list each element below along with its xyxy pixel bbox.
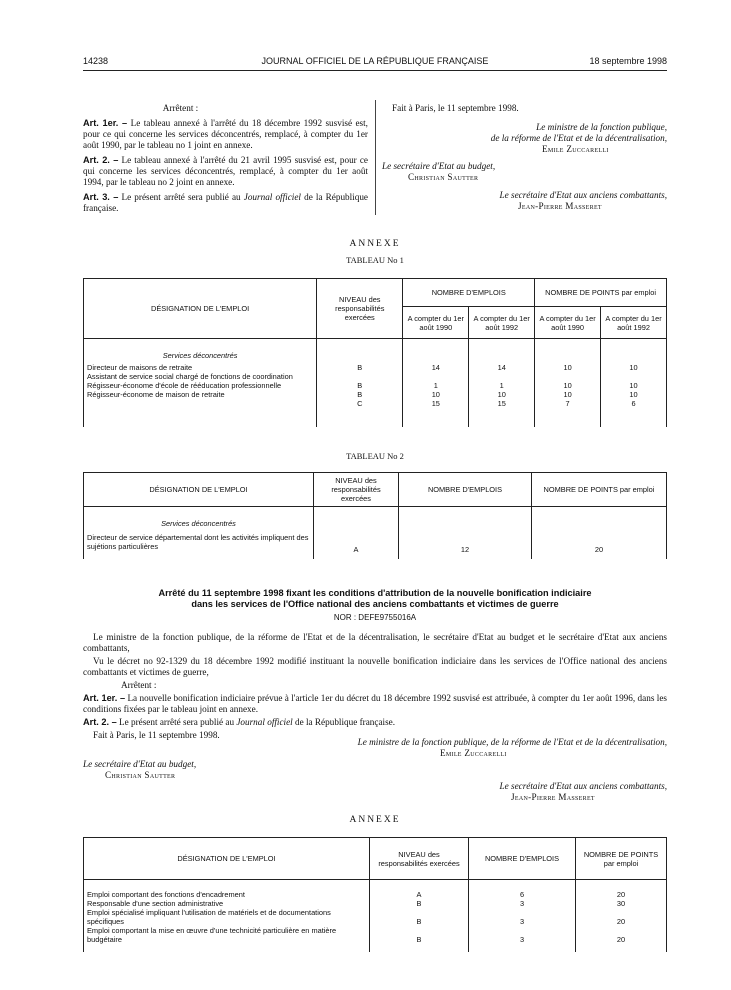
points-1990-cell: 10 10 10 7 [535,339,601,427]
points-cell: 20 [532,507,667,559]
right-column [382,103,667,212]
arretent-label: Arrêtent : [162,103,199,113]
subheader-emplois-1992: A compter du 1er août 1992 [469,307,535,339]
signatory-budget-title: Le secrétaire d'Etat au budget, [83,759,197,769]
table-row: Emploi spécialisé impliquant l'utilisation de matériels et de documentations spécifiques [87,908,331,926]
table-row: Emploi comportant la mise en œuvre d'une technicité particulière en matière budgétaire [87,926,337,944]
table-row: Responsable d'une section administrative [87,899,224,908]
signatory-ac-title: Le secrétaire d'Etat aux anciens combattants, [499,190,667,200]
emplois-1992-cell: 14 1 10 15 [469,339,535,427]
signatory-budget-name: Christian Sautter [105,770,176,780]
subheader-points-1992: A compter du 1er août 1992 [601,307,667,339]
page-number: 14238 [83,56,109,66]
article-2: Art. 2. – Le tableau annexé à l'arrêté du 21 avril 1995 susvisé est, pour ce qui concerne les services déconcentrés, remplacé, à compter du 1er août 1994, par le tableau no 2 joint en annexe. [83,155,368,187]
journal-title: JOURNAL OFFICIEL DE LA RÉPUBLIQUE FRANÇAISE [261,56,489,66]
signatory-ministre-title: Le ministre de la fonction publique, [536,122,667,132]
designation-cell [84,339,317,427]
table-row: Emploi comportant des fonctions d'encadrement [87,890,245,899]
article-2: Art. 2. – Le présent arrêté sera publié au Journal officiel de la République française. [83,717,396,727]
col-header-designation: DÉSIGNATION DE L'EMPLOI [84,473,314,507]
left-column [83,103,368,218]
col-header-points: NOMBRE DE POINTS par emploi [532,473,667,507]
tableau-1 [83,278,667,427]
signatory-budget-title: Le secrétaire d'Etat au budget, [382,161,496,171]
arrete-body [83,632,667,743]
visa: Vu le décret no 92-1329 du 18 décembre 1992 modifié instituant la nouvelle bonification indiciaire dans les services de l'Office national des anciens combattants et victimes de guerre, [83,656,667,677]
article-1: Art. 1er. – Le tableau annexé à l'arrêté du 18 décembre 1992 susvisé est, pour ce qui concerne les services déconcentrés, remplacé, à compter du 1er août 1990, par le tableau no 1 joint en annexe. [83,118,368,150]
preamble: Le ministre de la fonction publique, de la réforme de l'Etat et de la décentralisation, le secrétaire d'Etat au budget et le secrétaire d'Etat aux anciens combattants, [83,632,667,653]
table-row: Régisseur-économe de maison de retraite [87,390,225,399]
header-date: 18 septembre 1998 [589,56,667,66]
niveau-cell: A [314,507,399,559]
nor-reference: NOR : DEFE9755016A [333,613,417,622]
article-1: Art. 1er. – La nouvelle bonification indiciaire prévue à l'article 1er du décret du 18 décembre 1992 susvisé est attribuée, à compter du 1er août 1996, dans les conditions fixées par le tableau joint en annexe. [83,693,667,714]
emplois-1990-cell: 14 1 10 15 [403,339,469,427]
points-1992-cell: 10 10 10 6 [601,339,667,427]
signatory-budget-name: Christian Sautter [408,172,479,182]
points-cell: 20 30 20 20 [576,880,667,952]
signatory-ac-title: Le secrétaire d'Etat aux anciens combattants, [499,781,667,791]
niveau-cell: A B B B [370,880,469,952]
arretent-label: Arrêtent : [121,680,157,690]
col-header-niveau: NIVEAU des responsabilités exercées [314,473,399,507]
fait-a-paris: Fait à Paris, le 11 septembre 1998. [392,103,519,113]
tableau-1-title: TABLEAU No 1 [346,255,404,265]
section-label: Services déconcentrés [162,351,238,360]
annexe-title: ANNEXE [349,239,401,249]
subheader-points-1990: A compter du 1er août 1990 [535,307,601,339]
column-divider [375,100,376,215]
subheader-emplois-1990: A compter du 1er août 1990 [403,307,469,339]
signatory-ministre-title: Le ministre de la fonction publique, de la réforme de l'Etat et de la décentralisation, [357,737,667,747]
table-row: Directeur de service départemental dont les activités impliquent des sujétions particulières [87,533,309,551]
col-header-niveau: NIVEAU des responsabilités exercées [370,838,469,880]
signatory-ministre-name: Emile Zuccarelli [440,748,507,758]
col-header-points: NOMBRE DE POINTS par emploi [535,279,667,307]
col-header-emplois: NOMBRE D'EMPLOIS [469,838,576,880]
annexe-title: ANNEXE [349,815,401,825]
annexe-table [83,837,667,952]
col-header-emplois: NOMBRE D'EMPLOIS [399,473,532,507]
niveau-cell: B B B C [317,339,403,427]
emplois-cell: 6 3 3 3 [469,880,576,952]
signatory-ministre-title-2: de la réforme de l'Etat et de la décentralisation, [490,133,667,143]
signatory-ac-name: Jean-Pierre Masseret [518,201,602,211]
col-header-designation: DÉSIGNATION DE L'EMPLOI [84,279,317,339]
designation-cell [84,880,370,952]
header-rule [83,70,667,71]
section-label: Services déconcentrés [161,519,236,528]
article-3: Art. 3. – Le présent arrêté sera publié au Journal officiel de la République française. [83,192,369,213]
table-row: Directeur de maisons de retraite [87,363,193,372]
col-header-points: NOMBRE DE POINTS par emploi [576,838,667,880]
col-header-niveau: NIVEAU des responsabilités exercées [317,279,403,339]
table-row: Régisseur-économe d'école de rééducation professionnelle [87,381,282,390]
tableau-2-title: TABLEAU No 2 [346,451,404,461]
fait-a-paris: Fait à Paris, le 11 septembre 1998. [93,730,220,740]
table-row: Assistant de service social chargé de fonctions de coordination [87,372,293,381]
signatory-ministre-name: Emile Zuccarelli [542,144,609,154]
arrete-title: Arrêté du 11 septembre 1998 fixant les conditions d'attribution de la nouvelle bonification indiciaire dans les services de l'Office national des anciens combattants et victimes de guerre [158,588,592,609]
designation-cell [84,507,314,559]
col-header-emplois: NOMBRE D'EMPLOIS [403,279,535,307]
signatory-ac-name: Jean-Pierre Masseret [511,792,595,802]
tableau-2 [83,472,667,559]
emplois-cell: 12 [399,507,532,559]
col-header-designation: DÉSIGNATION DE L'EMPLOI [84,838,370,880]
